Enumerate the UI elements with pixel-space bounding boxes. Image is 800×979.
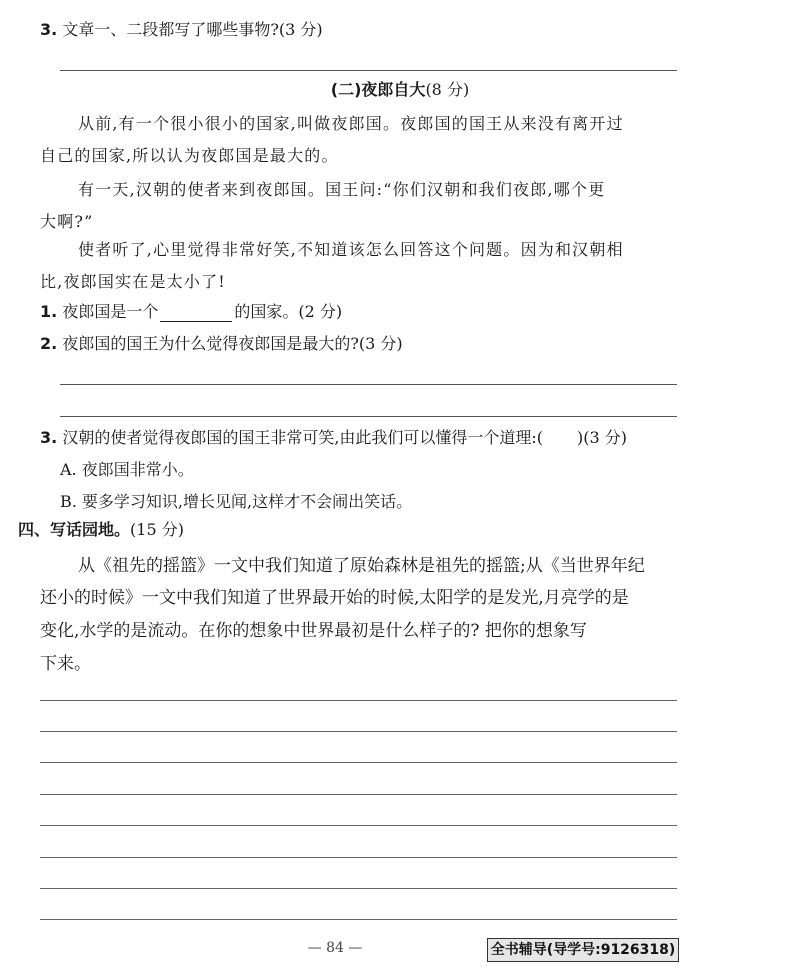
passage-line: 从前,有一个很小很小的国家,叫做夜郎国。夜郎国的国王从来没有离开过 (78, 114, 624, 133)
q3-option-b: B. 要多学习知识,增长见闻,这样才不会闹出笑话。 (60, 492, 413, 511)
q1-prefix: 夜郎国是一个 (62, 302, 159, 321)
writing-line[interactable] (40, 857, 677, 858)
q3-prev-text: 文章一、二段都写了哪些事物?(3 分) (62, 20, 323, 39)
q3-prev-number: 3. (40, 20, 58, 39)
writing-line[interactable] (40, 888, 677, 889)
answer-line[interactable] (60, 384, 677, 385)
section4-line: 变化,水学的是流动。在你的想象中世界最初是什么样子的? 把你的想象写 (40, 621, 587, 641)
passage-line: 大啊?” (40, 212, 94, 231)
section4-header (18, 520, 184, 540)
question-2 (40, 334, 403, 354)
guide-badge: 全书辅导(导学号:9126318) (487, 938, 679, 962)
writing-line[interactable] (40, 825, 677, 826)
answer-line[interactable] (60, 416, 677, 417)
passage-line: 有一天,汉朝的使者来到夜郎国。国王问:“你们汉朝和我们夜郎,哪个更 (78, 180, 606, 199)
passage-score: (8 分) (425, 80, 470, 99)
q3-close: )(3 分) (577, 428, 628, 447)
passage-line: 使者听了,心里觉得非常好笑,不知道该怎么回答这个问题。因为和汉朝相 (78, 240, 624, 259)
passage-line: 自己的国家,所以认为夜郎国是最大的。 (40, 146, 339, 165)
section4-line: 还小的时候》一文中我们知道了世界最开始的时候,太阳学的是发光,月亮学的是 (40, 588, 629, 608)
q3-number: 3. (40, 428, 58, 447)
q1-suffix: 的国家。(2 分) (234, 302, 343, 321)
writing-line[interactable] (40, 762, 677, 763)
writing-line[interactable] (40, 794, 677, 795)
q3-text: 汉朝的使者觉得夜郎国的国王非常可笑,由此我们可以懂得一个道理:( (62, 428, 544, 447)
q3-option-a: A. 夜郎国非常小。 (60, 460, 194, 479)
question-3 (40, 428, 627, 448)
q1-number: 1. (40, 302, 58, 321)
passage-title (0, 80, 800, 100)
answer-line[interactable] (60, 70, 677, 71)
section4-title: 四、写话园地。 (18, 520, 131, 539)
writing-line[interactable] (40, 700, 677, 701)
page-number: — 84 — (307, 940, 363, 956)
q3-prev-line (40, 20, 323, 40)
passage-line: 比,夜郎国实在是太小了! (40, 272, 226, 291)
writing-line[interactable] (40, 731, 677, 732)
q2-text: 夜郎国的国王为什么觉得夜郎国是最大的?(3 分) (62, 334, 403, 353)
passage-title-text: (二)夜郎自大 (330, 80, 426, 99)
section4-line: 下来。 (40, 654, 91, 674)
q1-blank[interactable] (160, 305, 232, 322)
question-1 (40, 302, 342, 322)
q2-number: 2. (40, 334, 58, 353)
section4-score: (15 分) (130, 520, 184, 539)
section4-line: 从《祖先的摇篮》一文中我们知道了原始森林是祖先的摇篮;从《当世界年纪 (78, 556, 645, 576)
writing-line[interactable] (40, 919, 677, 920)
